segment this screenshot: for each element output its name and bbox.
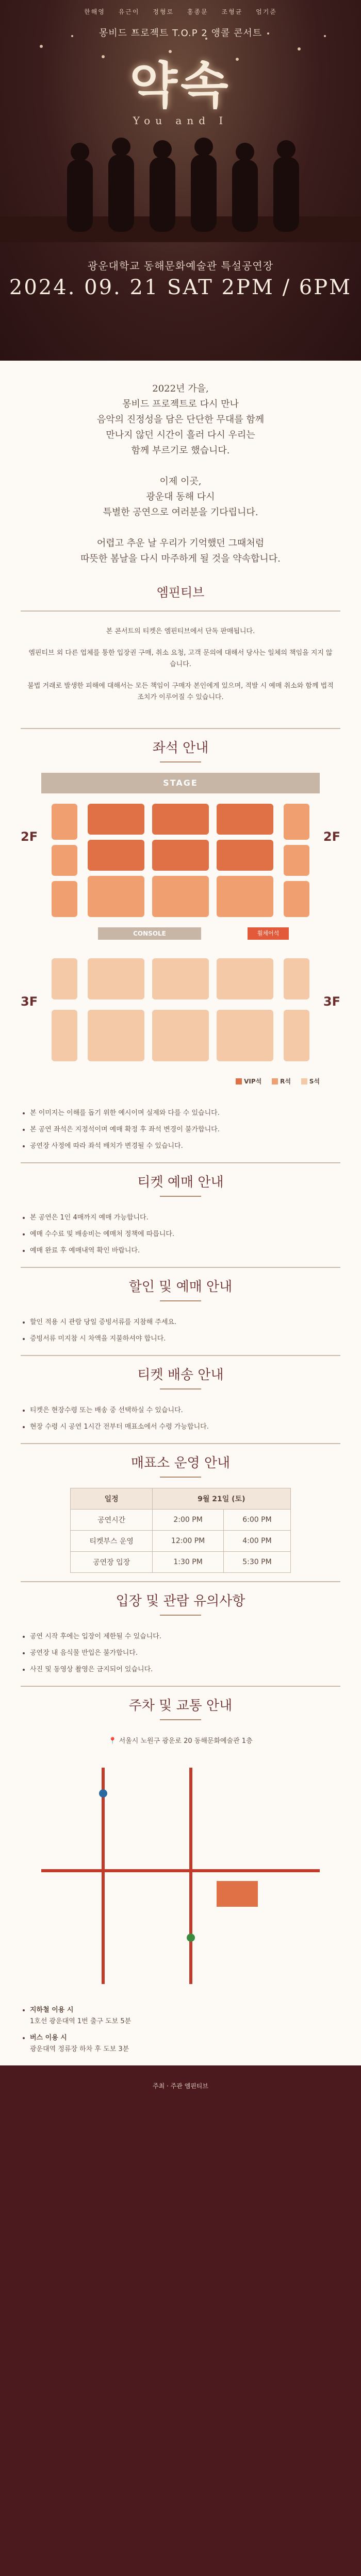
legend-item — [301, 1078, 320, 1085]
poem-line: 특별한 공연으로 여러분을 기다립니다. — [103, 507, 258, 518]
transport-label: 버스 이용 시 — [30, 2034, 67, 2042]
location-pin-icon: 📍 — [108, 1737, 117, 1745]
bus-icon — [187, 1934, 195, 1942]
seat-block-vip[interactable] — [152, 840, 209, 871]
seat-block-r[interactable] — [284, 845, 309, 876]
legend-label: VIP석 — [244, 1078, 262, 1085]
venue-marker — [217, 1881, 258, 1907]
member-name: 유근이 — [118, 8, 140, 15]
seat-block-s[interactable] — [88, 958, 144, 999]
footer: 주최 · 주관 엠핀티브 — [0, 2065, 361, 2107]
ticket-note: • 본 공연은 1인 4매까지 예매 가능합니다. — [30, 1212, 340, 1224]
table-row — [71, 1552, 290, 1573]
seat-block-s[interactable] — [284, 1010, 309, 1061]
section-line — [160, 1300, 201, 1301]
stage-label: STAGE — [41, 773, 320, 793]
seat-block-r[interactable] — [52, 881, 77, 917]
delivery-section-title: 티켓 배송 안내 — [137, 1367, 224, 1383]
member-name: 조형균 — [221, 8, 243, 15]
seat-block-r[interactable] — [284, 804, 309, 840]
table-cell: 공연장 입장 — [71, 1552, 153, 1573]
ticket-section-title: 티켓 예매 안내 — [137, 1175, 224, 1190]
table-cell: 공연시간 — [71, 1510, 153, 1531]
intro-section — [0, 361, 361, 2065]
section-line — [160, 1719, 201, 1720]
seat-block-s[interactable] — [152, 958, 209, 999]
poem-line: 이제 이곳, — [159, 476, 202, 487]
seat-map — [21, 773, 340, 1103]
delivery-note: • 티켓은 현장수령 또는 배송 중 선택하실 수 있습니다. — [30, 1405, 340, 1416]
legend-label: S석 — [309, 1078, 320, 1085]
welfare-note: • 증빙서류 미지참 시 차액을 지불하셔야 합니다. — [30, 1333, 340, 1345]
delivery-notes — [0, 1400, 361, 1443]
seat-note: • 본 공연 좌석은 지정석이며 예매 확정 후 좌석 변경이 불가합니다. — [30, 1124, 340, 1136]
seat-block-vip[interactable] — [152, 804, 209, 835]
entry-section-title: 입장 및 관람 유의사항 — [116, 1594, 245, 1609]
poem-line: 함께 부르기로 했습니다. — [131, 445, 230, 456]
concert-logo: 약속 — [129, 56, 232, 114]
entry-notes — [0, 1626, 361, 1686]
seat-block-r[interactable] — [217, 876, 273, 917]
transport-detail: 1호선 광운대역 1번 출구 도보 5분 — [30, 2018, 132, 2025]
section-line — [160, 1477, 201, 1478]
poem-line: 어렵고 추운 날 우리가 기억했던 그때처럼 — [96, 538, 265, 549]
schedule-section-title: 매표소 운영 안내 — [130, 1455, 231, 1471]
entry-note: • 공연장 내 음식물 반입은 불가합니다. — [30, 1648, 340, 1659]
seat-block-s[interactable] — [284, 958, 309, 999]
ticket-note: • 예매 수수료 및 배송비는 예매처 정책에 따릅니다. — [30, 1229, 340, 1240]
performers-silhouette — [0, 129, 361, 242]
member-name: 엄기준 — [256, 8, 277, 15]
director-signature: 엠핀티브 — [156, 585, 205, 600]
seat-block-s[interactable] — [52, 958, 77, 999]
section-line — [160, 1196, 201, 1197]
poem-line: 음악의 진정성을 담은 단단한 무대를 함께 — [96, 414, 265, 425]
transport-note — [30, 2032, 340, 2055]
table-cell: 티켓부스 운영 — [71, 1531, 153, 1552]
legend-item — [272, 1078, 291, 1085]
table-cell: 12:00 PM — [152, 1531, 223, 1552]
venue-name: 광운대학교 동해문화예술관 특설공연장 — [87, 260, 274, 272]
notice-text: 본 콘서트의 티켓은 엠핀티브에서 단독 판매됩니다. — [106, 628, 255, 635]
welfare-note: • 할인 적용 시 관람 당일 증빙서류를 지참해 주세요. — [30, 1317, 340, 1328]
seat-block-vip[interactable] — [88, 804, 144, 835]
ticket-note: • 예매 완료 후 예매내역 확인 바랍니다. — [30, 1245, 340, 1257]
entry-note: • 공연 시작 후에는 입장이 제한될 수 있습니다. — [30, 1631, 340, 1642]
notice-block — [0, 612, 361, 728]
seat-note: • 공연장 사정에 따라 좌석 배치가 변경될 수 있습니다. — [30, 1141, 340, 1152]
subway-icon — [99, 1789, 107, 1798]
wheelchair-label: 휠체어석 — [248, 927, 289, 940]
member-name: 정형로 — [153, 8, 174, 15]
floor-label: 3F — [323, 994, 340, 1009]
ticket-notes — [0, 1207, 361, 1267]
seat-block-s[interactable] — [52, 1010, 77, 1061]
address-text: 서울시 노원구 광운로 20 동해문화예술관 1층 — [119, 1737, 253, 1745]
seat-block-r[interactable] — [88, 876, 144, 917]
transport-notes — [0, 1999, 361, 2065]
delivery-note: • 현장 수령 시 공연 1시간 전부터 매표소에서 수령 가능합니다. — [30, 1421, 340, 1433]
table-cell: 5:30 PM — [224, 1552, 290, 1573]
table-cell: 2:00 PM — [152, 1510, 223, 1531]
hero-banner — [0, 0, 361, 361]
section-line — [160, 1615, 201, 1616]
seat-block-r[interactable] — [284, 881, 309, 917]
welfare-notes — [0, 1312, 361, 1355]
seat-section-title: 좌석 안내 — [152, 740, 209, 756]
transport-label: 지하철 이용 시 — [30, 2006, 74, 2014]
seat-notes — [0, 1103, 361, 1162]
seat-block-s[interactable] — [152, 1010, 209, 1061]
seat-block-r[interactable] — [52, 845, 77, 876]
map-drawing — [21, 1757, 340, 1994]
table-header: 9월 21일 (토) — [152, 1488, 290, 1510]
poem-line: 만나지 않던 시간이 흘러 다시 우리는 — [106, 430, 255, 440]
seat-block-r[interactable] — [52, 804, 77, 840]
seat-block-s[interactable] — [217, 958, 273, 999]
map-section-title: 주차 및 교통 안내 — [128, 1698, 233, 1714]
section-line — [160, 1388, 201, 1389]
concert-datetime: 2024. 09. 21 SAT 2PM / 6PM — [9, 276, 352, 299]
legend-item — [236, 1078, 261, 1085]
table-row — [71, 1510, 290, 1531]
intro-poem — [0, 381, 361, 567]
address-line — [0, 1731, 361, 1752]
welfare-section-title: 할인 및 예매 안내 — [128, 1279, 233, 1295]
table-cell: 6:00 PM — [224, 1510, 290, 1531]
concert-subtitle: 몽비드 프로젝트 T.O.P 2 앵콜 콘서트 — [99, 28, 262, 39]
floor-label: 2F — [21, 829, 38, 844]
member-name: 한해영 — [84, 8, 105, 15]
table-header: 일정 — [71, 1488, 153, 1510]
poem-line: 2022년 가을, — [152, 383, 209, 394]
floor-label: 3F — [21, 994, 38, 1009]
seat-block-vip[interactable] — [217, 804, 273, 835]
seat-block-r[interactable] — [152, 876, 209, 917]
seat-block-vip[interactable] — [88, 840, 144, 871]
seat-block-s[interactable] — [217, 1010, 273, 1061]
table-row — [71, 1531, 290, 1552]
schedule-table — [70, 1488, 290, 1573]
seat-block-vip[interactable] — [217, 840, 273, 871]
seat-note: • 본 이미지는 이해를 돕기 위한 예시이며 실제와 다를 수 있습니다. — [30, 1108, 340, 1119]
seat-legend — [227, 1077, 320, 1086]
table-cell: 1:30 PM — [152, 1552, 223, 1573]
members-row — [0, 7, 361, 16]
poem-line: 광운대 동해 다시 — [146, 492, 215, 502]
floor-label: 2F — [323, 829, 340, 844]
notice-text: 엠핀티브 외 다른 업체를 통한 입장권 구매, 취소 요청, 고객 문의에 대해서 당사는 일체의 책임을 지지 않습니다. — [28, 649, 333, 668]
poem-line: 따뜻한 봄날을 다시 마주하게 될 것을 약속합니다. — [80, 553, 281, 564]
section-line — [160, 761, 201, 762]
table-cell: 4:00 PM — [224, 1531, 290, 1552]
notice-text: 불법 거래로 발생한 피해에 대해서는 모든 책임이 구매자 본인에게 있으며, 적발 시 예매 취소와 함께 법적 조치가 이루어질 수 있습니다. — [27, 682, 334, 701]
concert-logo-sub: You and I — [133, 114, 228, 127]
transport-detail: 광운대역 정류장 하차 후 도보 3분 — [30, 2045, 129, 2053]
location-map — [21, 1757, 340, 1994]
seat-block-s[interactable] — [88, 1010, 144, 1061]
console-label: CONSOLE — [98, 927, 201, 940]
poem-line: 몽비드 프로젝트로 다시 만나 — [122, 399, 239, 410]
legend-label: R석 — [280, 1078, 291, 1085]
member-name: 홍종문 — [187, 8, 208, 15]
entry-note: • 사진 및 동영상 촬영은 금지되어 있습니다. — [30, 1664, 340, 1675]
transport-note — [30, 2005, 340, 2027]
